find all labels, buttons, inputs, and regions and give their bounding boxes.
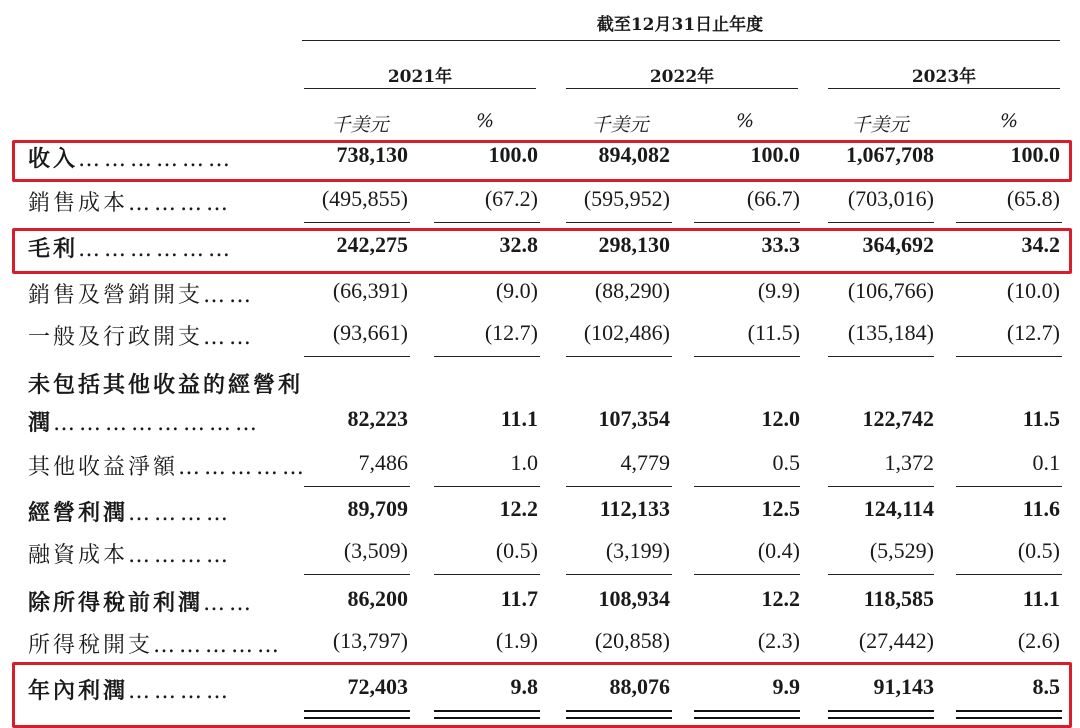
table-cell: 124,114	[863, 496, 934, 521]
table-cell: (66,391)	[332, 278, 408, 303]
table-cell: 118,585	[863, 586, 934, 611]
subtotal-rule	[694, 574, 800, 575]
table-cell: 11.1	[500, 406, 538, 431]
subtotal-rule	[566, 222, 672, 223]
period-heading: 截至12月31日止年度	[596, 15, 764, 35]
row-label-text: 銷售及營銷開支	[28, 283, 204, 308]
leader-dots: ………………	[78, 147, 235, 172]
table-cell: (106,766)	[847, 278, 934, 303]
subtotal-rule	[828, 222, 934, 223]
row-label-text: 潤	[28, 410, 54, 436]
table-cell: (0.5)	[495, 538, 538, 563]
table-cell: 1.0	[510, 450, 538, 475]
subtotal-rule	[434, 356, 540, 357]
year-2022-heading: 2022年	[649, 67, 715, 87]
row-label	[28, 320, 255, 351]
table-cell: 91,143	[873, 674, 934, 699]
row-label	[28, 628, 283, 659]
subtotal-rule	[694, 356, 800, 357]
subtotal-rule	[566, 356, 672, 357]
unit-2021-amount: 千美元	[331, 114, 389, 136]
table-cell: 738,130	[336, 142, 408, 167]
table-cell: (67.2)	[484, 186, 538, 211]
subtotal-rule	[956, 574, 1062, 575]
subtotal-rule	[566, 486, 672, 487]
table-cell: (135,184)	[847, 320, 934, 345]
table-cell: 32.8	[499, 232, 538, 257]
leader-dots: …………	[128, 679, 233, 704]
row-label-text: 未包括其他收益的經營利	[28, 372, 304, 398]
table-cell: (0.5)	[1017, 538, 1060, 563]
row-label-text: 其他收益淨額	[28, 455, 179, 480]
table-cell: 0.5	[772, 450, 800, 475]
table-cell: (65.8)	[1006, 186, 1060, 211]
row-label-text: 銷售成本	[28, 191, 129, 216]
year-2022-rule	[566, 88, 798, 89]
leader-dots: ……	[203, 591, 256, 616]
table-cell: 12.2	[499, 496, 538, 521]
table-cell: 86,200	[347, 586, 408, 611]
leader-dots: ……………	[153, 633, 284, 658]
subtotal-rule	[434, 574, 540, 575]
subtotal-rule	[434, 486, 540, 487]
unit-2022-amount: 千美元	[591, 114, 649, 136]
subtotal-rule	[828, 356, 934, 357]
highlight-gross-profit-row	[12, 228, 1072, 274]
table-cell: 82,223	[347, 406, 408, 431]
table-cell: 72,403	[347, 674, 408, 699]
table-cell: 88,076	[609, 674, 670, 699]
row-label-text: 融資成本	[28, 543, 129, 568]
row-label	[28, 496, 232, 527]
row-label	[28, 368, 303, 399]
row-label-text: 一般及行政開支	[28, 325, 204, 350]
table-cell: 122,742	[862, 406, 934, 431]
leader-dots: …………	[128, 543, 233, 568]
table-cell: (595,952)	[583, 186, 670, 211]
table-cell: 298,130	[598, 232, 670, 257]
subtotal-rule	[304, 486, 410, 487]
subtotal-rule	[956, 356, 1062, 357]
table-cell: 34.2	[1021, 232, 1060, 257]
subtotal-rule	[694, 222, 800, 223]
unit-2021-percent: %	[475, 110, 495, 132]
leader-dots: ……	[203, 283, 256, 308]
leader-dots: ………………	[78, 237, 235, 262]
year-2023-rule	[828, 88, 1060, 89]
table-cell: (0.4)	[757, 538, 800, 563]
table-cell: (11.5)	[747, 320, 800, 345]
table-cell: 11.1	[1022, 586, 1060, 611]
subtotal-rule	[434, 222, 540, 223]
table-cell: 9.8	[510, 674, 538, 699]
subtotal-rule	[304, 356, 410, 357]
subtotal-rule	[828, 486, 934, 487]
subtotal-rule	[566, 574, 672, 575]
row-label-text: 年內利潤	[28, 678, 129, 704]
leader-dots: ……	[203, 325, 256, 350]
table-cell: (20,858)	[594, 628, 670, 653]
table-cell: 33.3	[761, 232, 800, 257]
table-cell: 894,082	[598, 142, 670, 167]
year-2023-heading: 2023年	[911, 67, 977, 87]
table-cell: (12.7)	[484, 320, 538, 345]
table-cell: (66.7)	[746, 186, 800, 211]
subtotal-rule	[304, 222, 410, 223]
table-cell: 1,067,708	[846, 142, 934, 167]
table-cell: (1.9)	[495, 628, 538, 653]
year-2021-heading: 2021年	[387, 67, 453, 87]
table-cell: 1,372	[884, 450, 934, 475]
table-cell: (703,016)	[847, 186, 934, 211]
unit-2023-percent: %	[999, 110, 1019, 132]
table-cell: (3,199)	[605, 538, 670, 563]
highlight-revenue-row	[12, 140, 1072, 182]
table-cell: 11.7	[500, 586, 538, 611]
row-label	[28, 586, 255, 617]
year-2021-rule	[304, 88, 536, 89]
table-cell: (88,290)	[594, 278, 670, 303]
table-cell: 7,486	[358, 450, 408, 475]
table-cell: (3,509)	[343, 538, 408, 563]
table-cell: (93,661)	[332, 320, 408, 345]
table-cell: (495,855)	[321, 186, 408, 211]
table-cell: 100.0	[488, 142, 538, 167]
row-label-text: 除所得稅前利潤	[28, 590, 204, 616]
table-cell: (102,486)	[583, 320, 670, 345]
subtotal-rule	[304, 574, 410, 575]
row-label	[28, 186, 232, 217]
row-label-text: 經營利潤	[28, 500, 129, 526]
row-label	[28, 450, 308, 481]
table-cell: 0.1	[1032, 450, 1060, 475]
subtotal-rule	[956, 222, 1062, 223]
table-cell: 4,779	[620, 450, 670, 475]
table-cell: 242,275	[336, 232, 408, 257]
leader-dots: ……………………	[53, 411, 262, 436]
table-cell: (5,529)	[869, 538, 934, 563]
table-cell: 11.5	[1022, 406, 1060, 431]
row-label	[28, 278, 255, 309]
table-cell: 12.0	[761, 406, 800, 431]
subtotal-rule	[694, 486, 800, 487]
subtotal-rule	[828, 574, 934, 575]
table-cell: 112,133	[599, 496, 670, 521]
table-cell: (27,442)	[858, 628, 934, 653]
table-cell: 8.5	[1032, 674, 1060, 699]
table-cell: (10.0)	[1006, 278, 1060, 303]
table-cell: (9.0)	[495, 278, 538, 303]
row-label-text: 所得稅開支	[28, 633, 154, 658]
row-label-text: 收入	[28, 146, 79, 172]
highlight-annual-profit-row	[12, 662, 1072, 728]
unit-2023-amount: 千美元	[851, 114, 909, 136]
leader-dots: …………	[128, 501, 233, 526]
row-label	[28, 406, 261, 437]
row-label-text: 毛利	[28, 236, 79, 262]
table-cell: (2.6)	[1017, 628, 1060, 653]
table-cell: 107,354	[598, 406, 670, 431]
table-cell: 100.0	[750, 142, 800, 167]
table-cell: (13,797)	[332, 628, 408, 653]
table-cell: 89,709	[347, 496, 408, 521]
table-cell: (9.9)	[757, 278, 800, 303]
leader-dots: …………	[128, 191, 233, 216]
row-label	[28, 538, 232, 569]
table-cell: 108,934	[598, 586, 670, 611]
unit-2022-percent: %	[735, 110, 755, 132]
leader-dots: ……………	[178, 455, 309, 480]
table-cell: (2.3)	[757, 628, 800, 653]
subtotal-rule	[956, 486, 1062, 487]
table-cell: 12.5	[761, 496, 800, 521]
table-cell: 9.9	[772, 674, 800, 699]
table-cell: 11.6	[1022, 496, 1060, 521]
table-cell: 364,692	[862, 232, 934, 257]
table-cell: 100.0	[1010, 142, 1060, 167]
table-cell: 12.2	[761, 586, 800, 611]
table-cell: (12.7)	[1006, 320, 1060, 345]
period-rule	[302, 40, 1060, 41]
